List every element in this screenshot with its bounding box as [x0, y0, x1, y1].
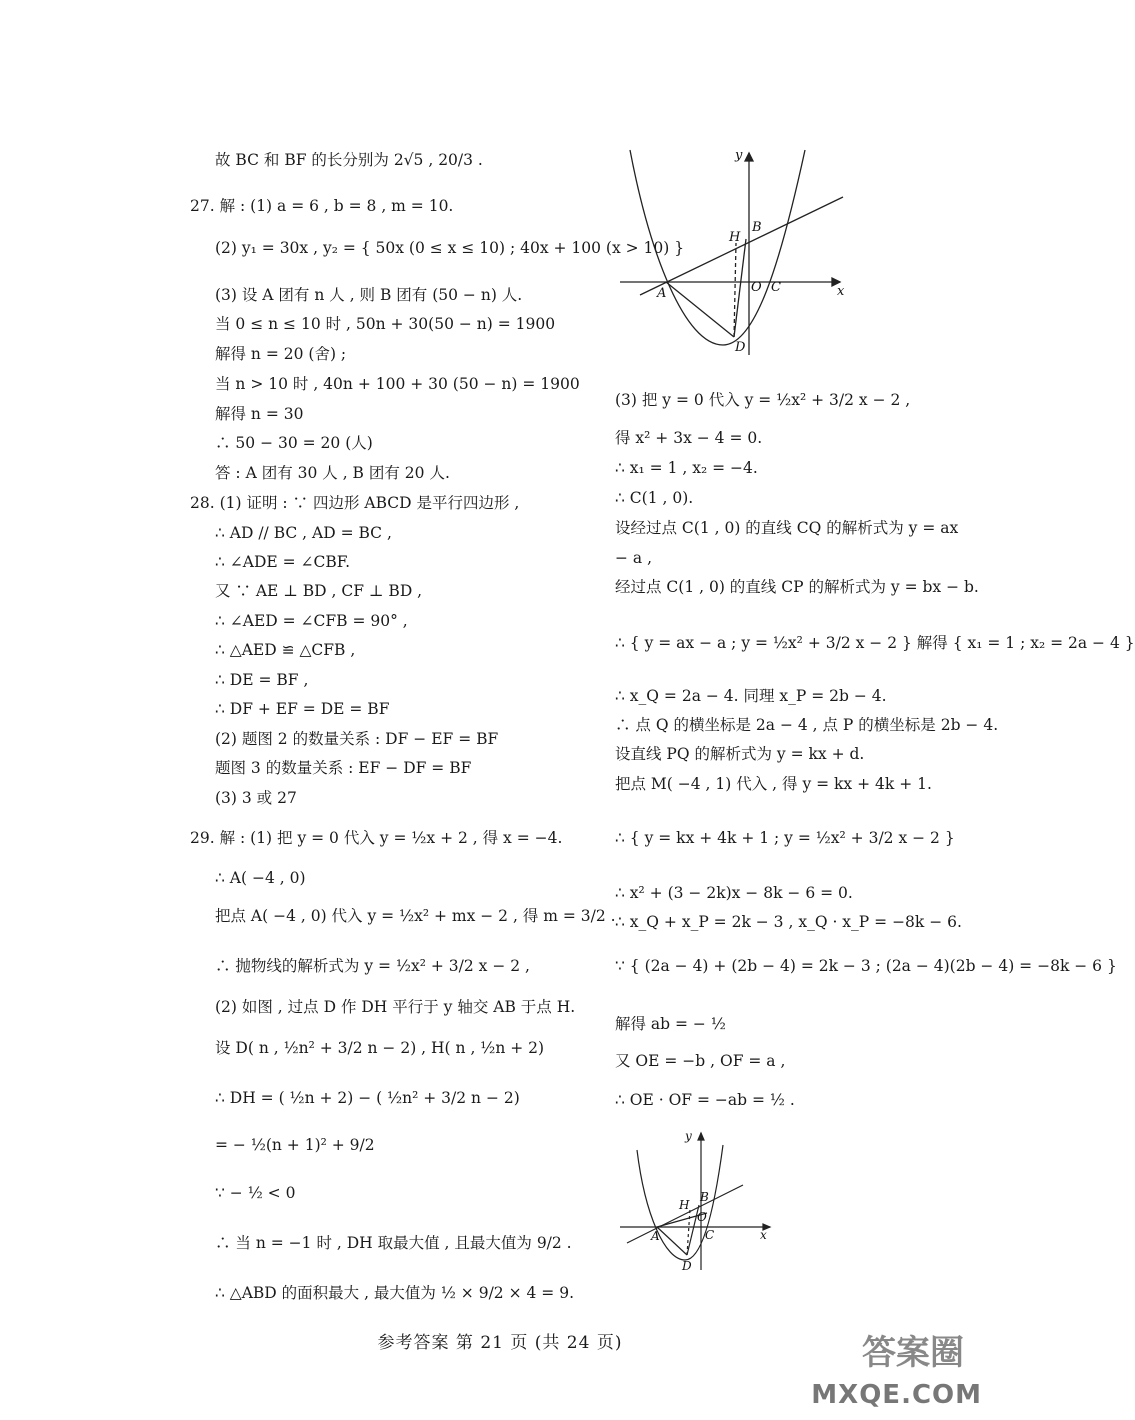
- text-line: 又 OE = −b , OF = a ,: [615, 1052, 786, 1070]
- fig1-label: x: [837, 284, 845, 299]
- text-line: 27. 解 : (1) a = 6 , b = 8 , m = 10.: [190, 197, 454, 215]
- text-line: ∴ ∠AED = ∠CFB = 90° ,: [215, 612, 408, 630]
- text-line: ∴ x_Q + x_P = 2k − 3 , x_Q · x_P = −8k − 6.: [615, 913, 962, 931]
- parabola-figure-top: [615, 145, 850, 360]
- fig1-label: C: [771, 280, 781, 295]
- text-line: 解得 ab = − ½: [615, 1015, 726, 1033]
- text-line: (2) 题图 2 的数量关系 : DF − EF = BF: [215, 730, 499, 748]
- fig2-label: C: [705, 1228, 715, 1242]
- text-line: 题图 3 的数量关系 : EF − DF = BF: [215, 759, 472, 777]
- fig2-label: x: [760, 1228, 767, 1242]
- text-line: (3) 把 y = 0 代入 y = ½x² + 3/2 x − 2 ,: [615, 391, 911, 409]
- text-line: (3) 3 或 27: [215, 789, 297, 807]
- text-line: 设经过点 C(1 , 0) 的直线 CQ 的解析式为 y = ax: [615, 519, 959, 537]
- text-line: ∴ x² + (3 − 2k)x − 8k − 6 = 0.: [615, 884, 853, 902]
- fig2-label: y: [685, 1129, 692, 1143]
- fig2-label: H: [679, 1198, 690, 1212]
- text-line: 经过点 C(1 , 0) 的直线 CP 的解析式为 y = bx − b.: [615, 578, 979, 596]
- text-line: 当 0 ≤ n ≤ 10 时 , 50n + 30(50 − n) = 1900: [215, 315, 556, 333]
- text-line: ∵ − ½ < 0: [215, 1184, 296, 1202]
- text-line: ∵ { (2a − 4) + (2b − 4) = 2k − 3 ; (2a − 4)(2b − 4) = −8k − 6 }: [615, 957, 1117, 975]
- segment-ad: [666, 282, 734, 337]
- text-line: 把点 A( −4 , 0) 代入 y = ½x² + mx − 2 , 得 m = 3/2 .: [215, 907, 616, 925]
- watermark-url: MXQE.COM: [811, 1380, 982, 1410]
- fig1-label: y: [735, 148, 743, 163]
- fig1-label: O: [751, 280, 762, 295]
- fig2-label: B: [700, 1190, 709, 1204]
- text-line: ∴ 50 − 30 = 20 (人): [215, 434, 373, 452]
- parabola-curve: [630, 150, 805, 345]
- text-line: 当 n > 10 时 , 40n + 100 + 30 (50 − n) = 1900: [215, 375, 580, 393]
- text-line: ∴ 点 Q 的横坐标是 2a − 4 , 点 P 的横坐标是 2b − 4.: [615, 716, 999, 734]
- parabola-figure-bottom: [615, 1125, 775, 1275]
- text-line: ∴ △ABD 的面积最大 , 最大值为 ½ × 9/2 × 4 = 9.: [215, 1284, 574, 1302]
- fig2-label: O: [697, 1210, 707, 1224]
- text-line: ∴ x₁ = 1 , x₂ = −4.: [615, 459, 758, 477]
- text-line: 28. (1) 证明 : ∵ 四边形 ABCD 是平行四边形 ,: [190, 494, 520, 512]
- y-axis-arrow: [698, 1133, 704, 1140]
- text-line: 答 : A 团有 30 人 , B 团有 20 人.: [215, 464, 450, 482]
- text-line: (2) y₁ = 30x , y₂ = { 50x (0 ≤ x ≤ 10) ; 40x + 100 (x > 10) }: [215, 239, 685, 257]
- text-line: 又 ∵ AE ⊥ BD , CF ⊥ BD ,: [215, 582, 423, 600]
- text-line: ∴ DE = BF ,: [215, 671, 309, 689]
- segment-db: [734, 239, 746, 337]
- text-line: ∴ AD // BC , AD = BC ,: [215, 524, 392, 542]
- text-line: − a ,: [615, 549, 653, 567]
- text-line: ∴ OE · OF = −ab = ½ .: [615, 1091, 795, 1109]
- text-line: ∴ A( −4 , 0): [215, 869, 306, 887]
- text-line: 设直线 PQ 的解析式为 y = kx + d.: [615, 745, 865, 763]
- text-line: 设 D( n , ½n² + 3/2 n − 2) , H( n , ½n + 2): [215, 1039, 545, 1057]
- fig2-label: A: [651, 1229, 660, 1243]
- text-line: ∴ 抛物线的解析式为 y = ½x² + 3/2 x − 2 ,: [215, 957, 530, 975]
- text-line: 解得 n = 20 (舍) ;: [215, 345, 347, 363]
- y-axis-arrow: [745, 153, 753, 161]
- text-line: 得 x² + 3x − 4 = 0.: [615, 429, 763, 447]
- text-line: ∴ 当 n = −1 时 , DH 取最大值 , 且最大值为 9/2 .: [215, 1234, 572, 1252]
- fig1-label: D: [735, 340, 746, 355]
- fig1-label: A: [657, 286, 667, 301]
- text-line: 把点 M( −4 , 1) 代入 , 得 y = kx + 4k + 1.: [615, 775, 932, 793]
- text-line: 29. 解 : (1) 把 y = 0 代入 y = ½x + 2 , 得 x = −4.: [190, 829, 563, 847]
- text-line: ∴ DF + EF = DE = BF: [215, 700, 390, 718]
- text-line: 解得 n = 30: [215, 405, 304, 423]
- text-line: ∴ ∠ADE = ∠CBF.: [215, 553, 351, 571]
- page-footer: 参考答案 第 21 页 (共 24 页): [377, 1333, 623, 1353]
- text-line: ∴ { y = ax − a ; y = ½x² + 3/2 x − 2 } 解得 { x₁ = 1 ; x₂ = 2a − 4 }: [615, 634, 1135, 652]
- text-line: ∴ △AED ≌ △CFB ,: [215, 641, 356, 659]
- fig1-label: H: [729, 230, 741, 245]
- text-line: ∴ { y = kx + 4k + 1 ; y = ½x² + 3/2 x − 2 }: [615, 829, 955, 847]
- watermark-logo: 答案圈: [862, 1333, 964, 1373]
- fig2-label: D: [682, 1259, 692, 1273]
- text-line: (3) 设 A 团有 n 人 , 则 B 团有 (50 − n) 人.: [215, 286, 523, 304]
- text-line: ∴ C(1 , 0).: [615, 489, 694, 507]
- segment-ad: [657, 1227, 687, 1255]
- text-line: = − ½(n + 1)² + 9/2: [215, 1136, 375, 1154]
- text-line: 故 BC 和 BF 的长分别为 2√5 , 20/3 .: [215, 151, 483, 169]
- fig1-label: B: [752, 220, 762, 235]
- text-line: ∴ x_Q = 2a − 4. 同理 x_P = 2b − 4.: [615, 687, 887, 705]
- text-line: (2) 如图 , 过点 D 作 DH 平行于 y 轴交 AB 于点 H.: [215, 998, 576, 1016]
- text-line: ∴ DH = ( ½n + 2) − ( ½n² + 3/2 n − 2): [215, 1089, 520, 1107]
